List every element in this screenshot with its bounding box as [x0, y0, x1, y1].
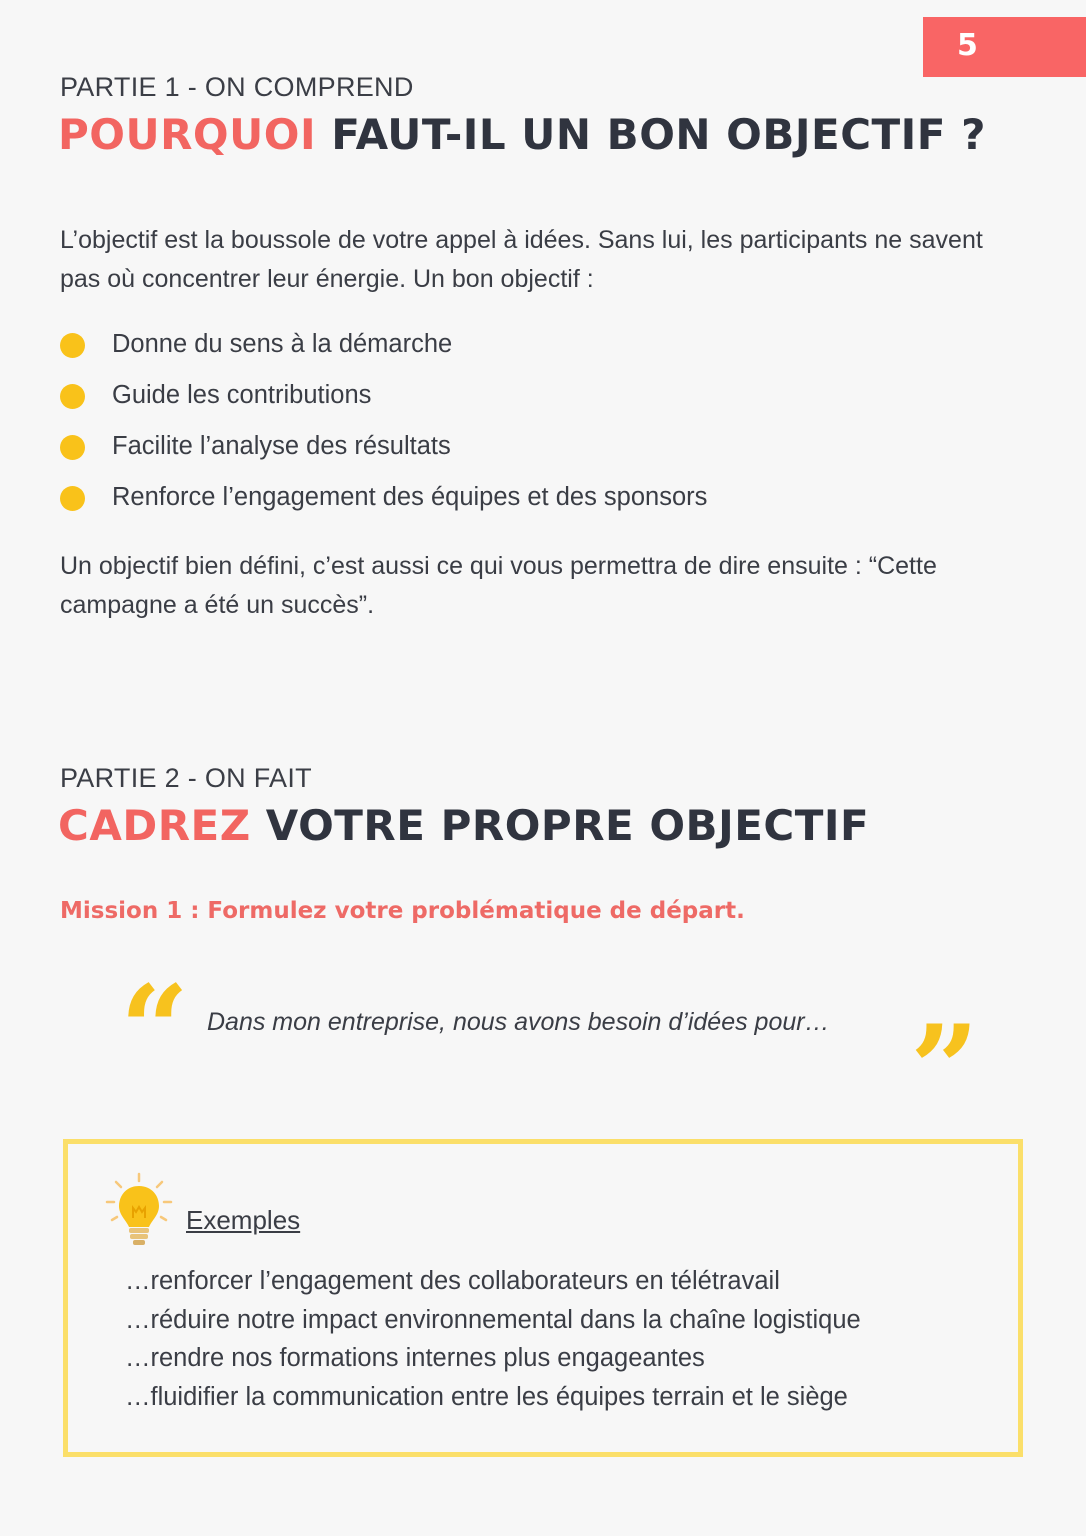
quote-text: Dans mon entreprise, nous avons besoin d’idées pour… [207, 1008, 830, 1036]
list-item: Guide les contributions [60, 373, 707, 424]
lightbulb-icon [104, 1172, 174, 1252]
mission-title: Mission 1 : Formulez votre problématique de départ. [60, 898, 745, 924]
open-quote-icon: “ [120, 959, 190, 1100]
page-number-badge: 5 [923, 17, 1086, 77]
part1-heading [58, 110, 986, 159]
list-item: …renforcer l’engagement des collaborateurs en télétravail [125, 1267, 780, 1295]
part2-label: PARTIE 2 - ON FAIT [60, 763, 312, 793]
close-quote-icon: ” [910, 999, 980, 1140]
bullet-dot-icon [60, 384, 85, 409]
examples-box [63, 1139, 1023, 1457]
part1-heading-rest: FAUT-IL UN BON OBJECTIF ? [316, 110, 986, 159]
part2-heading-rest: VOTRE PROPRE OBJECTIF [250, 801, 870, 850]
part2-heading-accent: CADREZ [58, 801, 251, 850]
part1-intro: L’objectif est la boussole de votre appel à idées. Sans lui, les participants ne savent pas où concentrer leur énergie. Un bon objectif : [60, 226, 983, 293]
part1-label: PARTIE 1 - ON COMPREND [60, 72, 414, 102]
examples-list [125, 1262, 861, 1416]
list-item: …réduire notre impact environnemental dans la chaîne logistique [125, 1305, 861, 1334]
list-item: Donne du sens à la démarche [60, 322, 707, 373]
examples-title: Exemples [186, 1205, 301, 1235]
bullet-dot-icon [60, 486, 85, 511]
list-item: Facilite l’analyse des résultats [60, 424, 707, 475]
list-item: …rendre nos formations internes plus engageantes [125, 1344, 705, 1372]
bullet-dot-icon [60, 435, 85, 460]
bullet-dot-icon [60, 333, 85, 358]
part2-heading [58, 801, 869, 850]
list-item: Renforce l’engagement des équipes et des sponsors [60, 475, 707, 526]
part1-conclusion: Un objectif bien défini, c’est aussi ce qui vous permettra de dire ensuite : “Cette campagne a été un succès”. [60, 552, 937, 619]
benefits-list [60, 322, 707, 526]
part1-heading-accent: POURQUOI [58, 110, 317, 159]
list-item: …fluidifier la communication entre les équipes terrain et le siège [125, 1382, 848, 1411]
